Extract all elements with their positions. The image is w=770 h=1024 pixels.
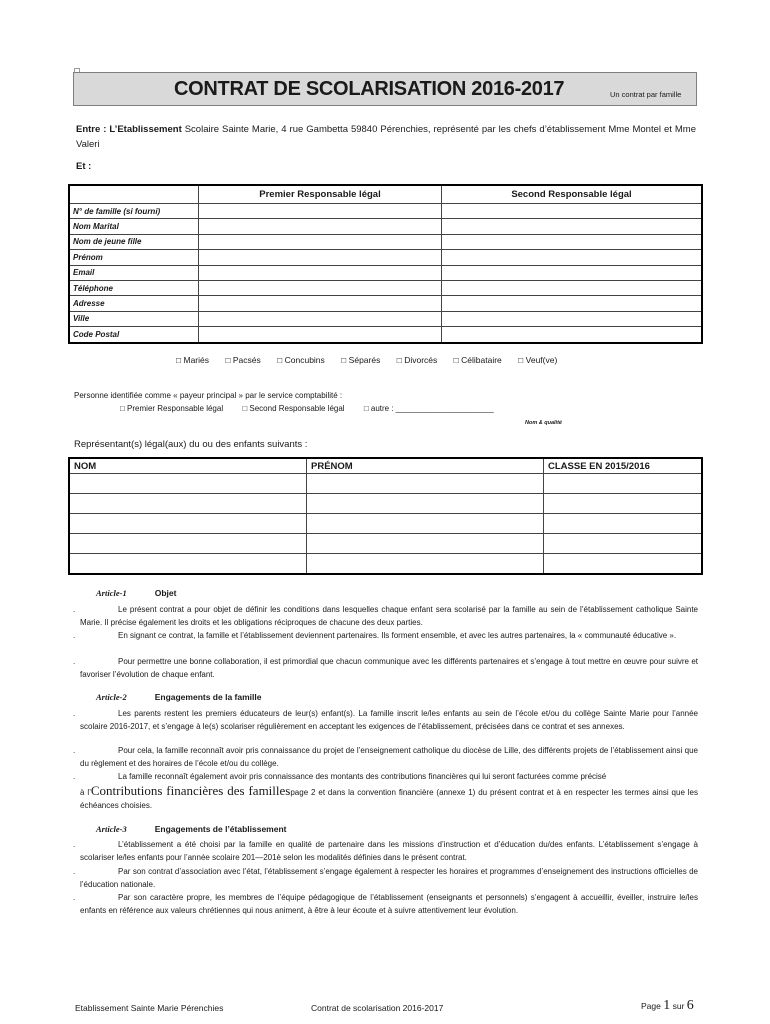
cell-premier[interactable] xyxy=(199,219,442,234)
cell-second[interactable] xyxy=(442,280,703,295)
cell-premier[interactable] xyxy=(199,280,442,295)
cell[interactable] xyxy=(307,494,544,514)
intro-paragraph xyxy=(76,122,696,152)
header-prenom: PRÉNOM xyxy=(307,458,544,474)
payeur-option[interactable]: □ Second Responsable légal xyxy=(242,404,345,413)
cell[interactable] xyxy=(307,474,544,494)
header-classe: CLASSE EN 2015/2016 xyxy=(544,458,703,474)
cell[interactable] xyxy=(544,554,703,575)
cell-second[interactable] xyxy=(442,250,703,265)
responsables-table xyxy=(68,184,703,344)
header-premier: Premier Responsable légal xyxy=(199,185,442,204)
bullet: . xyxy=(73,605,76,614)
paragraph: Les parents restent les premiers éducateurs de leur(s) enfant(s). La famille inscrit le/les enfants au sein de l’école et/ou du collège Sainte Marie pour l’année scolaire 2016-2017, et s’engage à le(s) scolariser régulièrement en acceptant les exigences de l’établissement, précisées dans ce contrat et ses annexes. xyxy=(80,709,698,731)
paragraph: L’établissement a été choisi par la famille en qualité de partenaire dans les missions d’instruction et d’éducation du/des enfants. L’établissement s’engage à scolariser le/les enfants pour l’année scolaire 201—201è selon les modalités définies dans le présent contrat. xyxy=(80,840,698,862)
status-option[interactable]: □ Concubins xyxy=(277,355,325,365)
bullet: . xyxy=(73,840,76,849)
cell[interactable] xyxy=(69,534,307,554)
document-title: CONTRAT DE SCOLARISATION 2016-2017 xyxy=(174,78,565,100)
cell[interactable] xyxy=(69,554,307,575)
article-number: Article-2 xyxy=(96,692,127,702)
cell-second[interactable] xyxy=(442,327,703,343)
bullet: . xyxy=(73,772,76,781)
cell-premier[interactable] xyxy=(199,204,442,219)
paragraph: La famille reconnaît également avoir pris connaissance des montants des contributions financières qui lui seront facturées comme précisé xyxy=(118,772,607,781)
cell[interactable] xyxy=(544,474,703,494)
footer-left: Etablissement Sainte Marie Pérenchies xyxy=(75,1003,224,1013)
cell[interactable] xyxy=(307,554,544,575)
cell[interactable] xyxy=(544,534,703,554)
bullet: . xyxy=(73,631,76,640)
paragraph: Pour permettre une bonne collaboration, il est primordial que chacun communique avec les différents partenaires et s’engage à tout mettre en œuvre pour suivre et favoriser l’évolution de chaque enfant. xyxy=(80,657,698,679)
row-label: Téléphone xyxy=(69,280,199,295)
cell-second[interactable] xyxy=(442,204,703,219)
cell[interactable] xyxy=(544,514,703,534)
enfants-table xyxy=(68,457,703,575)
cell[interactable] xyxy=(69,494,307,514)
marital-status-options xyxy=(176,355,571,365)
nom-qualite-note: Nom & qualité xyxy=(525,420,562,426)
bullet: . xyxy=(73,867,76,876)
article-title: Engagements de la famille xyxy=(154,692,262,702)
paragraph: Pour cela, la famille reconnaît avoir pris connaissance du projet de l’enseignement catholique du diocèse de Lille, des différents projets de l’établissement ainsi que du règlement et des horaires de l’école et/ou du collège. xyxy=(80,746,698,768)
status-option[interactable]: □ Veuf(ve) xyxy=(518,355,558,365)
row-label: Adresse xyxy=(69,296,199,311)
article-number: Article-3 xyxy=(96,824,127,834)
document-subtitle: Un contrat par famille xyxy=(610,90,682,99)
paragraph: à l’Contributions financières des famillespage 2 et dans la convention financière (annexe 1) du présent contrat et à en respecter les termes ainsi que les échéances choisies. xyxy=(80,783,698,810)
paragraph: En signant ce contrat, la famille et l’établissement deviennent partenaires. Ils forment ensemble, et avec les autres partenaires, la « communauté éducative ». xyxy=(118,631,677,640)
cell-premier[interactable] xyxy=(199,250,442,265)
paragraph: Le présent contrat a pour objet de définir les conditions dans lesquelles chaque enfant sera scolarisé par la famille au sein de l’établissement catholique Sainte Marie. Il précise également les droits et les obligations réciproques de chacune des deux parties. xyxy=(80,605,698,627)
cell[interactable] xyxy=(544,494,703,514)
payeur-options xyxy=(120,404,511,413)
page-number: Page 1 sur 6 xyxy=(641,998,694,1013)
cell-second[interactable] xyxy=(442,311,703,326)
cell[interactable] xyxy=(307,534,544,554)
status-option[interactable]: □ Divorcés xyxy=(396,355,438,365)
bullet: . xyxy=(73,746,76,755)
intro-label: Entre : L’Etablissement xyxy=(76,124,182,135)
cell-second[interactable] xyxy=(442,296,703,311)
article-title: Engagements de l’établissement xyxy=(154,824,287,834)
contributions-link: Contributions financières des familles xyxy=(90,783,291,798)
et-label: Et : xyxy=(76,161,92,172)
article-heading xyxy=(96,692,261,702)
payeur-label: Personne identifiée comme « payeur principal » par le service comptabilité : xyxy=(74,391,343,400)
cell-second[interactable] xyxy=(442,265,703,280)
status-option[interactable]: □ Séparés xyxy=(341,355,381,365)
cell-premier[interactable] xyxy=(199,327,442,343)
bullet: . xyxy=(73,893,76,902)
representants-label: Représentant(s) légal(aux) du ou des enfants suivants : xyxy=(74,439,308,450)
bullet: . xyxy=(73,709,76,718)
row-label: Nom Marital xyxy=(69,219,199,234)
cell[interactable] xyxy=(69,474,307,494)
paragraph: Par son caractère propre, les membres de l’équipe pédagogique de l’établissement (enseignants et personnels) s’engagent à accueillir, éveiller, instruire le/les enfants en référence aux valeurs chrétiennes qui nous animent, à être à leur écoute et à suivre attentivement leur évolution. xyxy=(80,893,698,915)
payeur-option[interactable]: □ autre : ______________________ xyxy=(363,404,494,413)
article-title: Objet xyxy=(154,588,177,598)
cell[interactable] xyxy=(307,514,544,534)
header-empty xyxy=(69,185,199,204)
cell-premier[interactable] xyxy=(199,311,442,326)
cell-second[interactable] xyxy=(442,219,703,234)
footer-center: Contrat de scolarisation 2016-2017 xyxy=(311,1003,444,1013)
header-nom: NOM xyxy=(69,458,307,474)
status-option[interactable]: □ Pacsés xyxy=(225,355,261,365)
row-label: Email xyxy=(69,265,199,280)
article-number: Article-1 xyxy=(96,588,127,598)
cell[interactable] xyxy=(69,514,307,534)
status-option[interactable]: □ Mariés xyxy=(176,355,209,365)
row-label: Prénom xyxy=(69,250,199,265)
status-option[interactable]: □ Célibataire xyxy=(453,355,502,365)
paragraph: Par son contrat d’association avec l’état, l’établissement s’engage également à respecter les horaires et programmes d’enseignement des instructions officielles de l’éducation nationale. xyxy=(80,867,698,889)
intro-text: Scolaire Sainte Marie, 4 rue Gambetta 59840 Pérenchies, représenté par les chefs d’établissement Mme Montel et Mme Valeri xyxy=(76,124,696,150)
payeur-option[interactable]: □ Premier Responsable légal xyxy=(120,404,224,413)
row-label: Nom de jeune fille xyxy=(69,234,199,249)
cell-premier[interactable] xyxy=(199,234,442,249)
row-label: Code Postal xyxy=(69,327,199,343)
row-label: Ville xyxy=(69,311,199,326)
article-heading xyxy=(96,588,176,598)
article-heading xyxy=(96,824,287,834)
bullet: . xyxy=(73,657,76,666)
cell-second[interactable] xyxy=(442,234,703,249)
cell-premier[interactable] xyxy=(199,296,442,311)
cell-premier[interactable] xyxy=(199,265,442,280)
title-banner xyxy=(73,72,697,106)
header-second: Second Responsable légal xyxy=(442,185,703,204)
row-label: N° de famille (si fourni) xyxy=(69,204,199,219)
